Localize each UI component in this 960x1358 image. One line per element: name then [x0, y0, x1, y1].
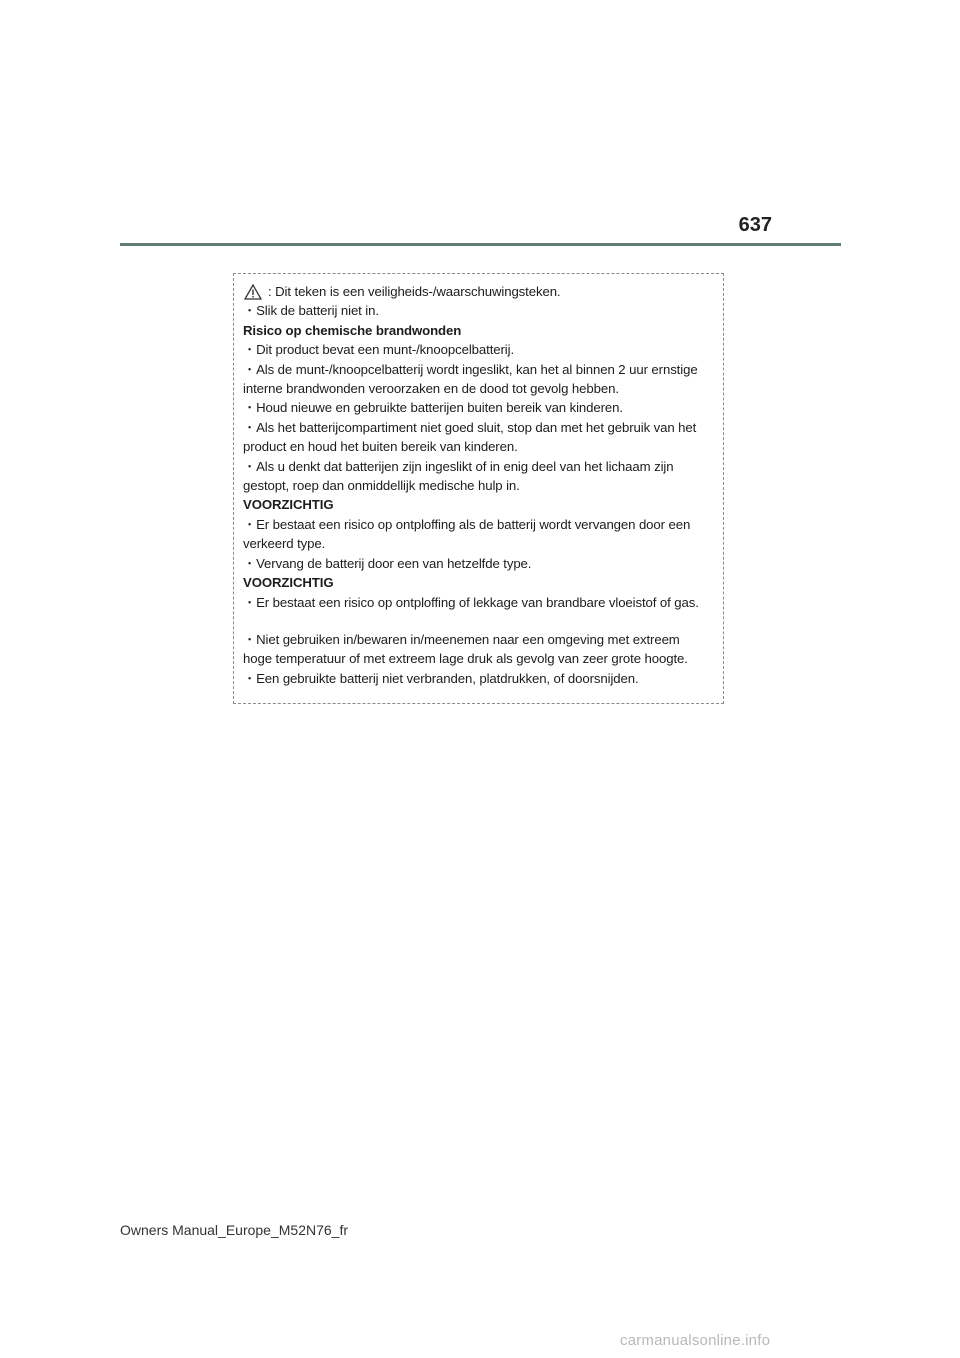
notice-line: gestopt, roep dan onmiddellijk medische hulp in. [243, 478, 520, 494]
footer-manual-id: Owners Manual_Europe_M52N76_fr [120, 1222, 349, 1238]
notice-line: ・Als het batterijcompartiment niet goed sluit, stop dan met het gebruik van het [243, 419, 697, 435]
notice-line: hoge temperatuur of met extreem lage druk als gevolg van zeer grote hoogte. [243, 651, 688, 667]
warning-symbol-text: : Dit teken is een veiligheids-/waarschuwingsteken. [268, 284, 561, 299]
page-number: 637 [738, 214, 772, 236]
notice-line: verkeerd type. [243, 536, 326, 552]
notice-line: ・Als de munt-/knoopcelbatterij wordt ingeslikt, kan het al binnen 2 uur ernstige [243, 361, 698, 377]
notice-line: ・Houd nieuwe en gebruikte batterijen buiten bereik van kinderen. [243, 400, 623, 416]
notice-line: ・Als u denkt dat batterijen zijn ingeslikt of in enig deel van het lichaam zijn [243, 458, 674, 474]
notice-line: ・Er bestaat een risico op ontploffing of lekkage van brandbare vloeistof of gas. [243, 594, 699, 610]
warning-triangle-icon [244, 284, 262, 300]
notice-line: product en houd het buiten bereik van kinderen. [243, 439, 518, 455]
notice-heading: Risico op chemische brandwonden [243, 322, 462, 338]
watermark: carmanualsonline.info [620, 1332, 771, 1349]
notice-line: ・Dit product bevat een munt-/knoopcelbatterij. [243, 342, 515, 358]
notice-line: ・Vervang de batterij door een van hetzelfde type. [243, 555, 532, 571]
warning-row [243, 282, 715, 301]
battery-warning-notice [233, 273, 724, 704]
notice-line: interne brandwonden veroorzaken en de dood tot gevolg hebben. [243, 381, 619, 397]
header-rule [120, 243, 841, 246]
notice-line: ・Slik de batterij niet in. [243, 303, 379, 319]
caution-heading: VOORZICHTIG [243, 497, 334, 513]
caution-heading: VOORZICHTIG [243, 575, 334, 591]
notice-line: ・Niet gebruiken in/bewaren in/meenemen naar een omgeving met extreem [243, 631, 680, 647]
notice-line: ・Er bestaat een risico op ontploffing als de batterij wordt vervangen door een [243, 516, 691, 532]
notice-line: ・Een gebruikte batterij niet verbranden, platdrukken, of doorsnijden. [243, 670, 639, 686]
